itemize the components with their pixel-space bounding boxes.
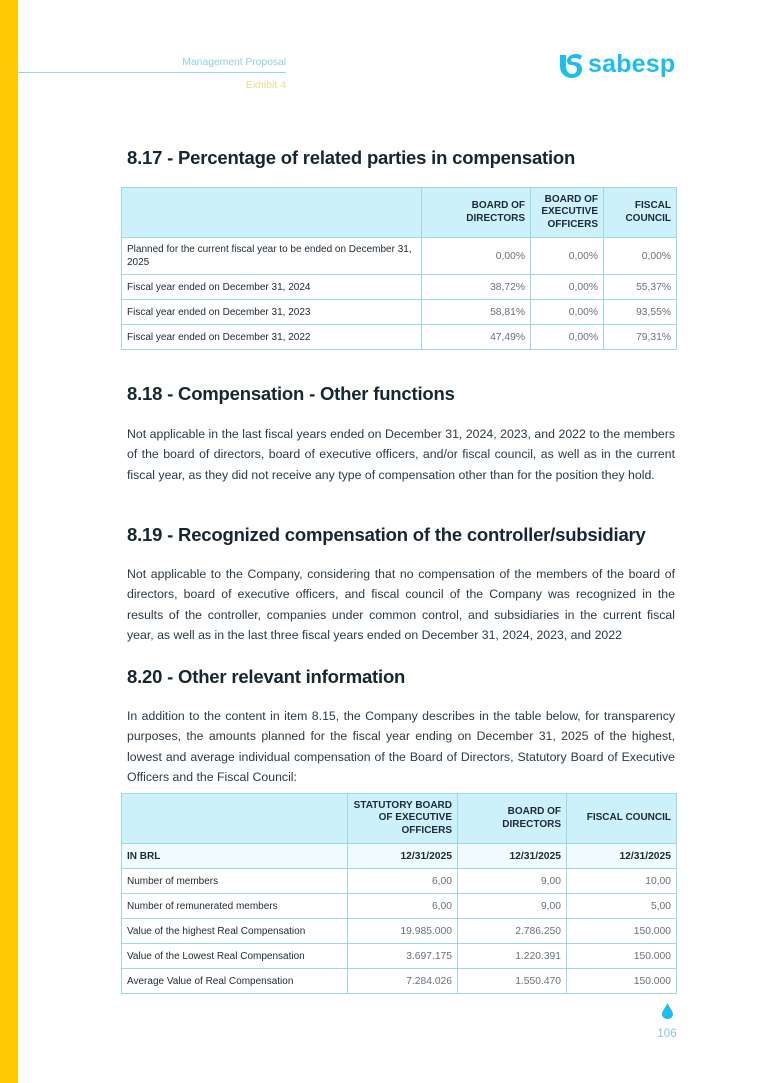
column-header: STATUTORY BOARD OF EXECUTIVE OFFICERS	[348, 794, 458, 844]
table-subheader-row	[122, 844, 677, 869]
table-row	[122, 944, 677, 969]
cell-value: 93,55%	[604, 300, 677, 325]
cell-value: 10,00	[567, 869, 677, 894]
table-row	[122, 275, 677, 300]
row-label: Fiscal year ended on December 31, 2024	[122, 275, 422, 300]
table-row	[122, 238, 677, 275]
row-label: Average Value of Real Compensation	[122, 969, 348, 994]
cell-value: 9,00	[458, 894, 567, 919]
row-label: Value of the highest Real Compensation	[122, 919, 348, 944]
cell-value: 9,00	[458, 869, 567, 894]
cell-value: 0,00%	[531, 325, 604, 350]
table-row	[122, 969, 677, 994]
column-header: BOARD OF DIRECTORS	[422, 188, 531, 238]
related-parties-table	[121, 187, 677, 350]
row-label: IN BRL	[122, 844, 348, 869]
section-8-18-heading: 8.18 - Compensation - Other functions	[127, 383, 455, 404]
page-number: 106	[657, 1028, 677, 1040]
cell-value: 7.284.026	[348, 969, 458, 994]
cell-value: 150.000	[567, 944, 677, 969]
water-drop-icon	[662, 1003, 673, 1019]
column-header: FISCAL COUNCIL	[604, 188, 677, 238]
header-divider	[18, 72, 286, 73]
cell-value: 2.786.250	[458, 919, 567, 944]
column-header	[122, 188, 422, 238]
cell-value: 0,00%	[531, 238, 604, 275]
cell-value: 1.220.391	[458, 944, 567, 969]
logo-wordmark: sabesp	[588, 50, 676, 78]
cell-value: 3.697.175	[348, 944, 458, 969]
table-row	[122, 869, 677, 894]
cell-value: 38,72%	[422, 275, 531, 300]
individual-compensation-table	[121, 793, 677, 994]
section-8-19-body: Not applicable to the Company, considering that no compensation of the members of the board of directors, board of executive officers, and fiscal council of the Company was recognized in the results of the controller, companies under common control, and subsidiaries in the current fiscal year, as well as in the last three fiscal years ended on December 31, 2024, 2023, and 2022	[127, 567, 675, 642]
section-8-19-heading: 8.19 - Recognized compensation of the controller/subsidiary	[127, 524, 646, 545]
sabesp-wave-logo-icon	[559, 53, 583, 79]
row-label: Fiscal year ended on December 31, 2022	[122, 325, 422, 350]
cell-value: 1.550.470	[458, 969, 567, 994]
cell-value: 150.000	[567, 919, 677, 944]
cell-value: 6,00	[348, 869, 458, 894]
table-header-row	[122, 188, 677, 238]
cell-value: 79,31%	[604, 325, 677, 350]
cell-value: 0,00%	[604, 238, 677, 275]
cell-value: 12/31/2025	[567, 844, 677, 869]
header-title: Management Proposal	[182, 56, 286, 68]
cell-value: 6,00	[348, 894, 458, 919]
header-subtitle: Exhibit 4	[245, 79, 286, 91]
column-header	[122, 794, 348, 844]
section-8-20-heading: 8.20 - Other relevant information	[127, 666, 406, 687]
table-row	[122, 894, 677, 919]
accent-side-bar	[0, 0, 18, 1083]
row-label: Planned for the current fiscal year to be ended on December 31, 2025	[122, 238, 422, 275]
column-header: BOARD OF DIRECTORS	[458, 794, 567, 844]
section-8-18-body: Not applicable in the last fiscal years ended on December 31, 2024, 2023, and 2022 to the members of the board of directors, board of executive officers, and/or fiscal council, as well as in the current fiscal year, as they did not receive any type of compensation other than for the position they hold.	[127, 427, 675, 482]
row-label: Number of members	[122, 869, 348, 894]
column-header: BOARD OF EXECUTIVE OFFICERS	[531, 188, 604, 238]
cell-value: 12/31/2025	[348, 844, 458, 869]
cell-value: 5,00	[567, 894, 677, 919]
sabesp-logo	[559, 50, 676, 79]
cell-value: 0,00%	[422, 238, 531, 275]
row-label: Number of remunerated members	[122, 894, 348, 919]
cell-value: 47,49%	[422, 325, 531, 350]
section-8-20-body: In addition to the content in item 8.15, the Company describes in the table below, for transparency purposes, the amounts planned for the fiscal year ending on December 31, 2025 of the highest, lowest and average individual compensation of the Board of Directors, Statutory Board of Executive Officers and the Fiscal Council:	[127, 709, 675, 784]
table-row	[122, 300, 677, 325]
section-8-17-heading: 8.17 - Percentage of related parties in compensation	[127, 147, 576, 168]
cell-value: 0,00%	[531, 300, 604, 325]
row-label: Fiscal year ended on December 31, 2023	[122, 300, 422, 325]
row-label: Value of the Lowest Real Compensation	[122, 944, 348, 969]
cell-value: 12/31/2025	[458, 844, 567, 869]
table-row	[122, 919, 677, 944]
cell-value: 19.985.000	[348, 919, 458, 944]
cell-value: 58,81%	[422, 300, 531, 325]
table-header-row	[122, 794, 677, 844]
cell-value: 55,37%	[604, 275, 677, 300]
column-header: FISCAL COUNCIL	[567, 794, 677, 844]
table-row	[122, 325, 677, 350]
cell-value: 0,00%	[531, 275, 604, 300]
cell-value: 150.000	[567, 969, 677, 994]
